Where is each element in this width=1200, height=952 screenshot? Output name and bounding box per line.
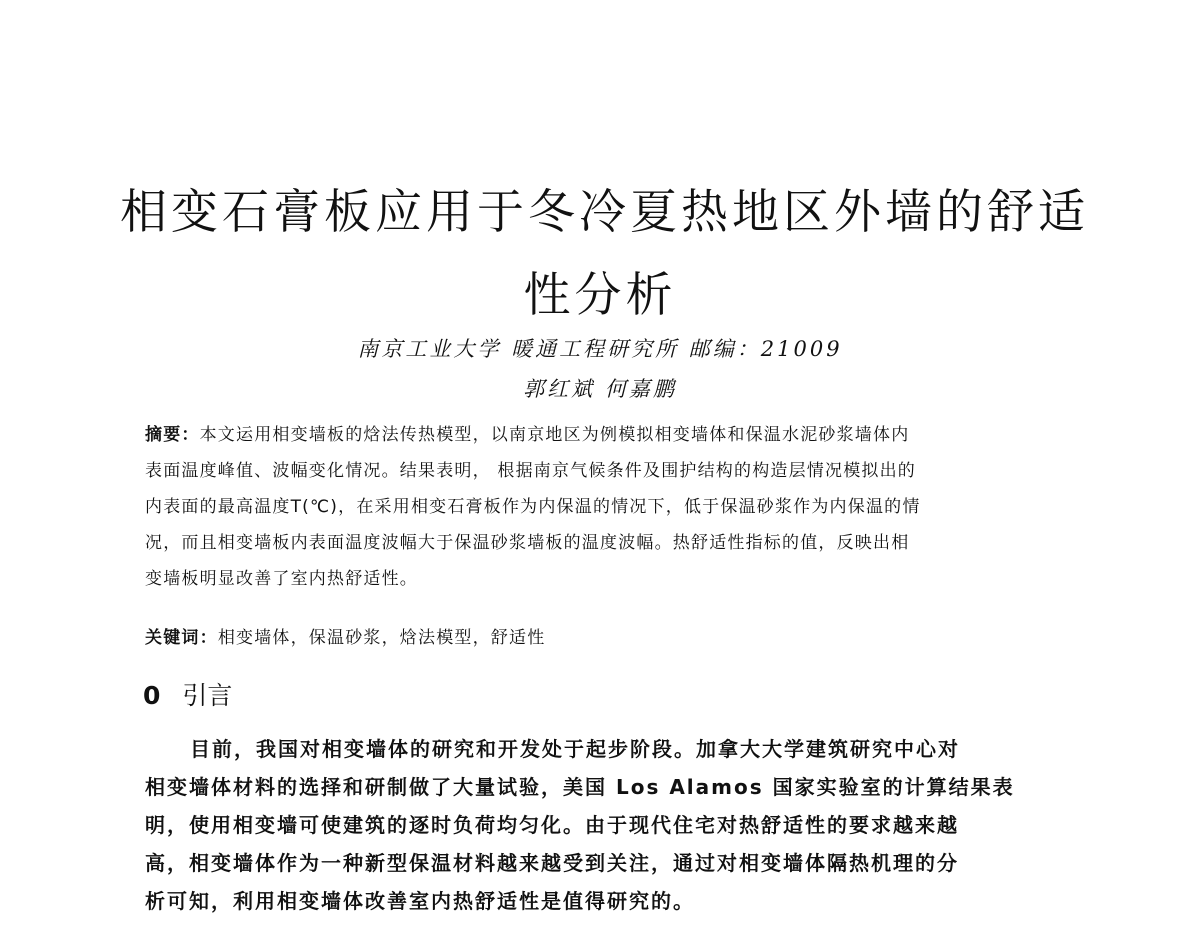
keywords-text: 相变墙体，保温砂浆，焓法模型，舒适性 <box>217 628 546 648</box>
affiliation: 南京工业大学 暖通工程研究所 邮编：21009 <box>357 337 843 361</box>
body-line-5: 析可知，利用相变墙体改善室内热舒适性是值得研究的。 <box>145 889 695 913</box>
abstract-line-2: 表面温度峰值、波幅变化情况。结果表明， 根据南京气候条件及围护结构的构造层情况模拟出的 <box>145 461 917 481</box>
body-line-2: 相变墙体材料的选择和研制做了大量试验，美国 Los Alamos 国家实验室的计算结果表 <box>145 775 1015 799</box>
abstract <box>145 417 1060 597</box>
abstract-text-1: 本文运用相变墙板的焓法传热模型，以南京地区为例模拟相变墙体和保温水泥砂浆墙体内 <box>199 425 910 445</box>
abstract-label: 摘要： <box>145 425 200 445</box>
body-line-3: 明，使用相变墙可使建筑的逐时负荷均匀化。由于现代住宅对热舒适性的要求越来越 <box>145 813 959 837</box>
abstract-line-4: 况，而且相变墙板内表面温度波幅大于保温砂浆墙板的温度波幅。热舒适性指标的值，反映出相 <box>145 533 910 553</box>
paper-title-line-2: 性分析 <box>523 268 677 323</box>
abstract-line-1 <box>145 417 1060 453</box>
section-title: 引言 <box>182 681 233 710</box>
keywords <box>145 623 545 648</box>
abstract-line-5: 变墙板明显改善了室内热舒适性。 <box>145 569 418 589</box>
section-heading <box>143 676 232 712</box>
body-line-4: 高，相变墙体作为一种新型保温材料越来越受到关注，通过对相变墙体隔热机理的分 <box>145 851 959 875</box>
keywords-label: 关键词： <box>145 628 218 648</box>
body-paragraph <box>145 730 1060 920</box>
authors: 郭红斌 何嘉鹏 <box>523 377 677 401</box>
abstract-line-3: 内表面的最高温度T(℃)，在采用相变石膏板作为内保温的情况下，低于保温砂浆作为内保温的情 <box>145 497 921 517</box>
body-line-1: 目前，我国对相变墙体的研究和开发处于起步阶段。加拿大大学建筑研究中心对 <box>190 737 960 761</box>
paper-title-line-1: 相变石膏板应用于冬冷夏热地区外墙的舒适 <box>120 185 1089 240</box>
section-number: 0 <box>143 681 161 710</box>
